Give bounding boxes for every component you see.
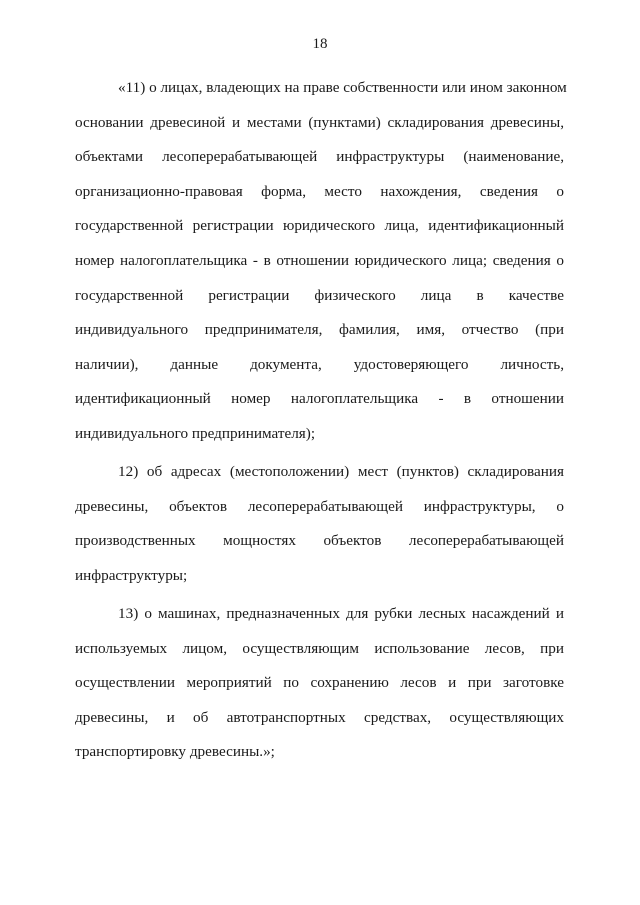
text-line: 13) о машинах, предназначенных для рубки лесных насаждений и (118, 604, 564, 622)
text-line: объектами лесоперерабатывающей инфраструктуры (наименование, (75, 148, 564, 166)
text-line: идентификационный номер налогоплательщика - в отношении (75, 390, 564, 408)
text-line: 12) об адресах (местоположении) мест (пунктов) складирования (118, 463, 564, 481)
text-line: осуществлении мероприятий по сохранению лесов и при заготовке (75, 674, 564, 692)
paragraph-item-12 (75, 455, 564, 593)
text-line: производственных мощностях объектов лесоперерабатывающей (75, 532, 564, 550)
text-line: древесины, объектов лесоперерабатывающей инфраструктуры, о (75, 497, 564, 515)
text-line: государственной регистрации физического лица в качестве (75, 286, 564, 304)
text-line: транспортировку древесины.»; (75, 743, 275, 761)
text-line: организационно-правовая форма, место нахождения, сведения о (75, 182, 564, 200)
text-line: используемых лицом, осуществляющим использование лесов, при (75, 639, 564, 657)
text-line: наличии), данные документа, удостоверяющего личность, (75, 355, 564, 373)
text-line: основании древесиной и местами (пунктами) складирования древесины, (75, 113, 564, 131)
paragraph-item-13 (75, 597, 564, 770)
document-body (75, 71, 567, 770)
text-line: инфраструктуры; (75, 566, 188, 584)
page-number: 18 (312, 36, 328, 52)
text-line: индивидуального предпринимателя); (75, 424, 316, 442)
text-line: индивидуального предпринимателя, фамилия, имя, отчество (при (75, 321, 564, 339)
text-line: «11) о лицах, владеющих на праве собственности или ином законном (118, 79, 567, 96)
text-line: номер налогоплательщика - в отношении юридического лица; сведения о (75, 251, 564, 269)
paragraph-item-11 (75, 71, 567, 452)
text-line: государственной регистрации юридического лица, идентификационный (75, 217, 564, 235)
text-line: древесины, и об автотранспортных средствах, осуществляющих (75, 708, 564, 726)
